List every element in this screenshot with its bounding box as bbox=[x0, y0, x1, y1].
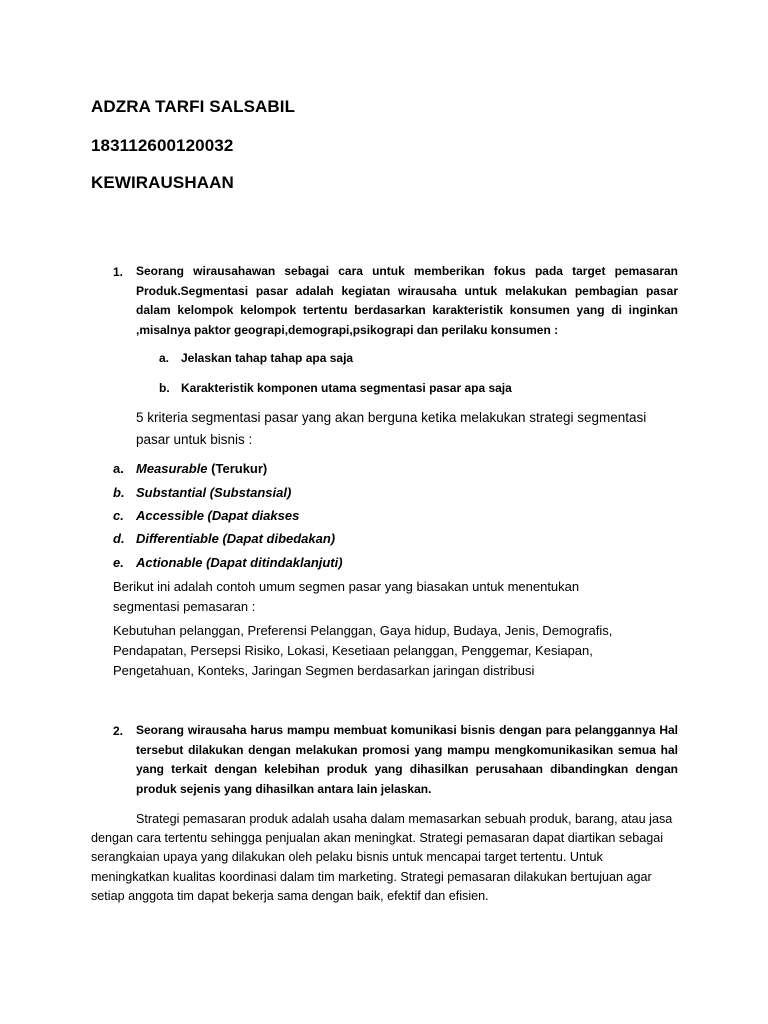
criteria-d-label: d. bbox=[113, 531, 125, 546]
answer-1-intro-line-2: pasar untuk bisnis : bbox=[136, 432, 253, 447]
sub-item-b-text: Karakteristik komponen utama segmentasi pasar apa saja bbox=[181, 381, 512, 395]
question-1-number: 1. bbox=[113, 265, 124, 279]
criteria-c-item bbox=[136, 508, 299, 523]
example-intro-line-2: segmentasi pemasaran : bbox=[113, 599, 256, 614]
criteria-e-meaning: (Dapat ditindaklanjuti) bbox=[202, 555, 343, 570]
criteria-d-meaning: (Dapat dibedakan) bbox=[218, 531, 336, 546]
criteria-e-term: Actionable bbox=[136, 555, 203, 570]
question-2-number: 2. bbox=[113, 724, 124, 738]
answer-2-paragraph bbox=[91, 810, 681, 906]
examples-line-2: Pendapatan, Persepsi Risiko, Lokasi, Kesetiaan pelanggan, Penggemar, Kesiapan, bbox=[113, 643, 593, 658]
example-intro-line-1: Berikut ini adalah contoh umum segmen pasar yang biasakan untuk menentukan bbox=[113, 579, 580, 594]
criteria-b-item bbox=[136, 485, 291, 500]
criteria-b-term: Substantial bbox=[136, 485, 207, 500]
student-name: ADZRA TARFI SALSABIL bbox=[91, 97, 296, 116]
examples-line-1: Kebutuhan pelanggan, Preferensi Pelanggan, Gaya hidup, Budaya, Jenis, Demografis, bbox=[113, 623, 613, 638]
criteria-d-term: Differentiable bbox=[136, 531, 219, 546]
question-1-text: Seorang wirausahawan sebagai cara untuk memberikan fokus pada target pemasaran Produk.Segmentasi pasar adalah kegiatan wirausaha untuk melakukan pembagian pasar dalam kelompok kelompok tertentu berdasarkan karakteristik konsumen yang di inginkan ,misalnya paktor geograpi,demograpi,psikograpi dan perilaku konsumen : bbox=[136, 264, 678, 337]
sub-item-a-text: Jelaskan tahap tahap apa saja bbox=[181, 351, 354, 365]
answer-2-text: Strategi pemasaran produk adalah usaha dalam memasarkan sebuah produk, barang, atau jasa dengan cara tertentu sehingga penjualan akan meningkat. Strategi pemasaran dapat diartikan sebagai serangkaian upaya yang dilakukan oleh pelaku bisnis untuk mencapai target tertentu. Untuk meningkatkan kualitas koordinasi dalam tim marketing. Strategi pemasaran dilakukan bertujuan agar setiap anggota tim dapat bekerja sama dengan baik, efektif dan efisien. bbox=[91, 812, 673, 903]
student-id: 183112600120032 bbox=[91, 136, 234, 155]
sub-item-a-label: a. bbox=[159, 351, 170, 365]
answer-1-intro-line-1: 5 kriteria segmentasi pasar yang akan berguna ketika melakukan strategi segmentasi bbox=[136, 410, 647, 425]
question-2-text: Seorang wirausaha harus mampu membuat komunikasi bisnis dengan para pelanggannya Hal tersebut dilakukan dengan melakukan promosi yang mampu mengkomunikasikan semua hal yang terkait dengan kelebihan produk yang dihasilkan perusahaan dibandingkan dengan produk sejenis yang dihasilkan antara lain jelaskan. bbox=[136, 723, 678, 796]
criteria-a-term: Measurable bbox=[136, 461, 208, 476]
criteria-d-item bbox=[136, 531, 335, 546]
criteria-e-item bbox=[136, 555, 343, 570]
subject-title: KEWIRAUSHAAN bbox=[91, 173, 234, 192]
criteria-e-label: e. bbox=[113, 555, 124, 570]
criteria-a-meaning: (Terukur) bbox=[207, 461, 268, 476]
criteria-a-label: a. bbox=[113, 461, 124, 476]
sub-item-b-label: b. bbox=[159, 381, 170, 395]
criteria-b-label: b. bbox=[113, 485, 125, 500]
criteria-b-meaning: (Substansial) bbox=[206, 485, 292, 500]
criteria-c-term: Accessible bbox=[136, 508, 204, 523]
criteria-a-item bbox=[136, 461, 267, 476]
examples-line-3: Pengetahuan, Konteks, Jaringan Segmen berdasarkan jaringan distribusi bbox=[113, 663, 535, 678]
criteria-c-label: c. bbox=[113, 508, 124, 523]
criteria-c-meaning: (Dapat diakses bbox=[203, 508, 300, 523]
